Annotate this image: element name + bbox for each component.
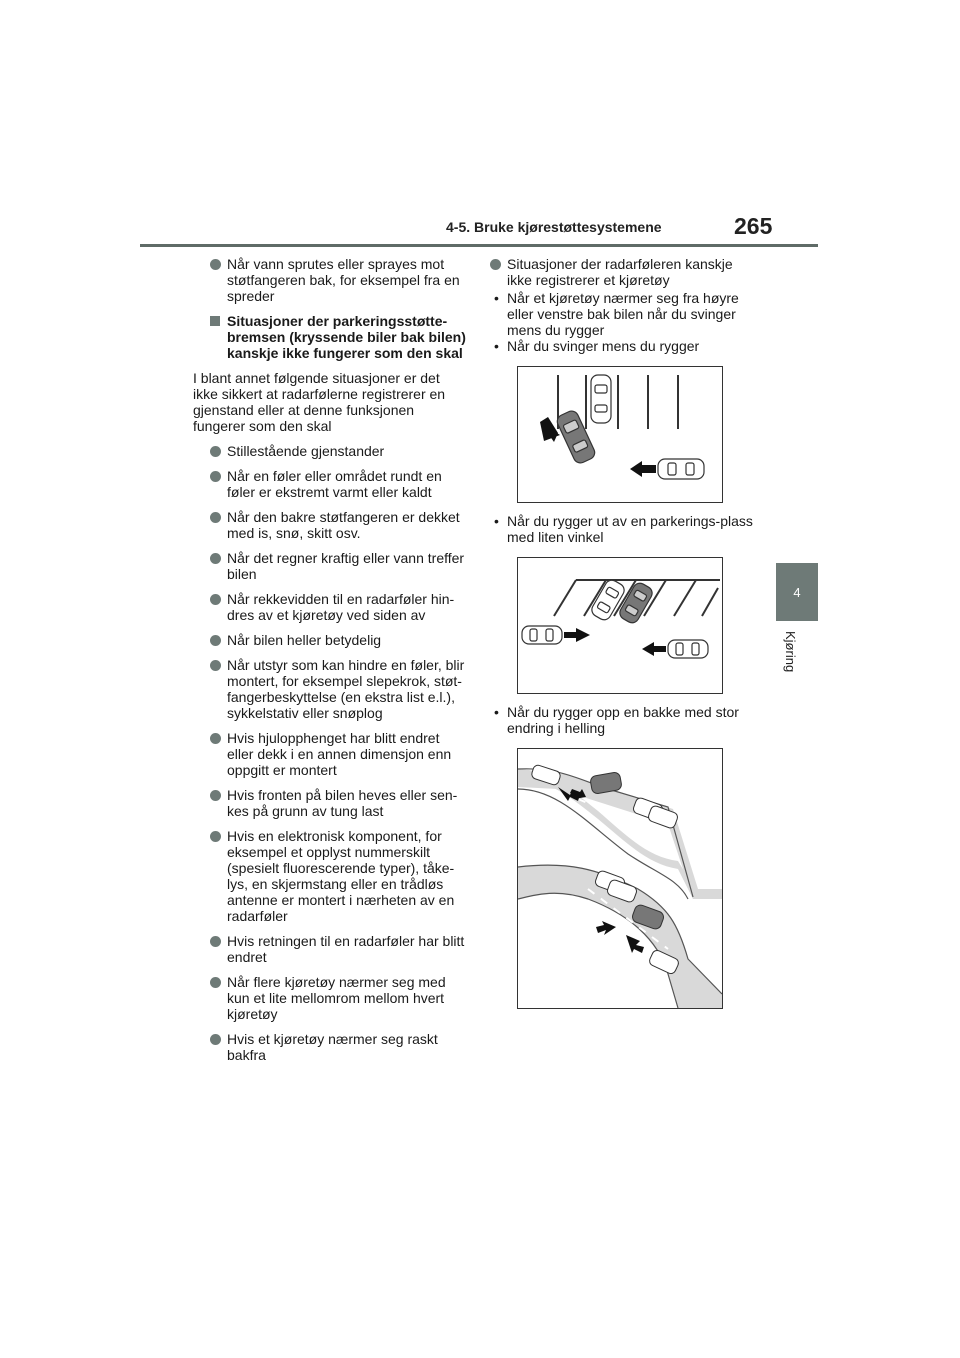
list-item: Hvis hjulopphenget har blitt endret eller dekk i en annen dimensjon enn oppgitt er montert: [210, 730, 468, 778]
list-item: Stillestående gjenstander: [210, 443, 468, 459]
bullet-water: Når vann sprutes eller sprayes mot støtfangeren bak, for eksempel fra en spreder: [210, 256, 468, 304]
illustration-slope: [517, 748, 723, 1009]
list-item: Når flere kjøretøy nærmer seg med kun et lite mellomrom mellom hvert kjøretøy: [210, 974, 468, 1022]
list-item: • Når du rygger opp en bakke med stor endring i helling: [490, 704, 758, 736]
header-rule: [140, 244, 818, 247]
list-item: Når rekkevidden til en radarføler hin-dres av et kjøretøy ved siden av: [210, 591, 468, 623]
illustration-turning-reverse: [517, 366, 723, 503]
chapter-tab[interactable]: [776, 563, 818, 621]
left-column: [193, 256, 468, 1072]
list-item: Når en føler eller området rundt en føler er ekstremt varmt eller kaldt: [210, 468, 468, 500]
list-item: • Når du svinger mens du rygger: [490, 338, 758, 354]
subheading: Situasjoner der parkeringsstøtte-bremsen (kryssende biler bak bilen) kanskje ikke fungerer som den skal: [210, 313, 468, 361]
list-item: Hvis en elektronisk komponent, for eksempel et opplyst nummerskilt (spesielt fluorescerende typer), tåke-lys, en skjermstang eller en trådløs antenne er montert i nærheten av en radarføler: [210, 828, 468, 924]
list-item: Når bilen heller betydelig: [210, 632, 468, 648]
list-item: Når den bakre støtfangeren er dekket med is, snø, skitt osv.: [210, 509, 468, 541]
illustration-angled-parking: [517, 557, 723, 694]
list-item: Når det regner kraftig eller vann treffer bilen: [210, 550, 468, 582]
list-item: Hvis retningen til en radarføler har blitt endret: [210, 933, 468, 965]
chapter-number: 4: [793, 584, 801, 600]
list-item: Når utstyr som kan hindre en føler, blir montert, for eksempel slepekrok, støt-fangerbeskyttelse (en ekstra list e.l.), sykkelstativ eller snøplog: [210, 657, 468, 721]
list-item: • Når et kjøretøy nærmer seg fra høyre eller venstre bak bilen når du svinger mens du rygger: [490, 290, 758, 338]
list-item: • Når du rygger ut av en parkerings-plass med liten vinkel: [490, 513, 758, 545]
right-column: [490, 256, 758, 1009]
intro-text: I blant annet følgende situasjoner er det ikke sikkert at radarfølerne registrerer en gjenstand eller at denne funksjonen fungerer som den skal: [193, 370, 446, 434]
section-title: 4-5. Bruke kjørestøttesystemene: [446, 219, 662, 235]
bullet-radar: Situasjoner der radarføleren kanskje ikke registrerer et kjøretøy: [490, 256, 758, 288]
chapter-title: Kjøring: [783, 631, 798, 673]
list-item: Hvis et kjøretøy nærmer seg raskt bakfra: [210, 1031, 468, 1063]
list-item: Hvis fronten på bilen heves eller sen-kes på grunn av tung last: [210, 787, 468, 819]
page-number: 265: [734, 213, 773, 239]
